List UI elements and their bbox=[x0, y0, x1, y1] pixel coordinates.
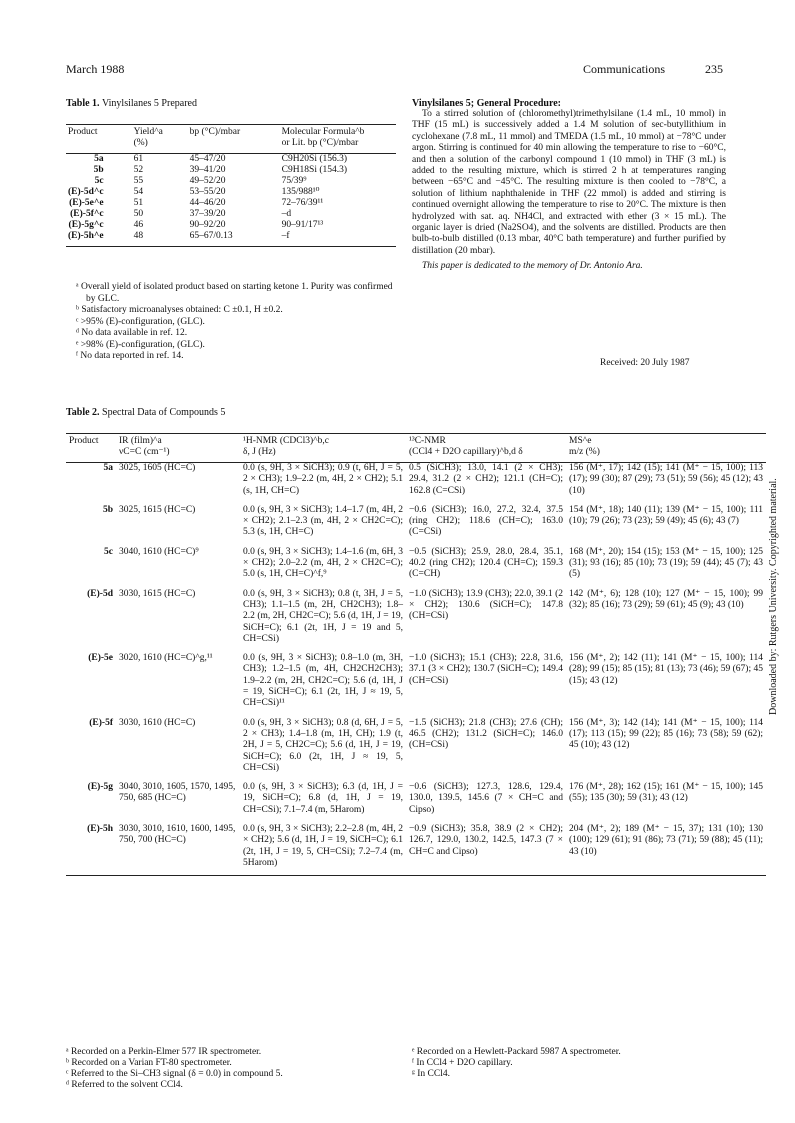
table-cell: 176 (M⁺, 28); 162 (15); 161 (M⁺ − 15, 100); 145 (55); 135 (30); 59 (31); 43 (12) bbox=[569, 782, 763, 804]
table-cell: 72–76/39¹¹ bbox=[281, 198, 324, 208]
footnote: ᶠ No data reported in ref. 14. bbox=[76, 351, 184, 361]
table-cell: 54 bbox=[133, 187, 144, 197]
table-cell: 3030, 3010, 1610, 1600, 1495, 750, 700 (HC=C) bbox=[116, 824, 240, 876]
table-cell: 135/988¹⁰ bbox=[281, 187, 320, 197]
table1 bbox=[66, 124, 396, 247]
footnote: ᵇ Satisfactory microanalyses obtained: C ±0.1, H ±0.2. bbox=[76, 305, 283, 315]
table-row bbox=[66, 589, 766, 653]
table-cell: 0.0 (s, 9H, 3 × SiCH3); 1.4–1.7 (m, 4H, 2 × CH2); 2.1–2.3 (m, 4H, 2 × CH2C=C); 5.3 (s, 1H, CH=C) bbox=[243, 504, 403, 538]
table-cell: −0.6 (SiCH3); 127.3, 128.6, 129.4, 130.0, 139.5, 145.6 (7 × CH=C and Cipso) bbox=[409, 782, 563, 815]
table-cell: 5c bbox=[104, 546, 113, 557]
table-cell: 55 bbox=[133, 176, 144, 186]
table-cell: 3040, 3010, 1605, 1570, 1495, 750, 685 (HC=C) bbox=[119, 782, 236, 804]
table-cell: 37–39/20 bbox=[189, 209, 226, 219]
footnote: ᵉ Recorded on a Hewlett-Packard 5987 A spectrometer. bbox=[412, 1047, 621, 1057]
table-cell: (E)-5h bbox=[66, 824, 116, 876]
table-cell: 204 (M⁺, 2); 189 (M⁺ − 15, 37); 131 (10); 130 (100); 129 (61); 91 (86); 73 (71); 59 (88); 45 (11); 43 (10) bbox=[566, 824, 766, 876]
table-cell: 3030, 1610 (HC=C) bbox=[119, 717, 196, 728]
footnote: ᶜ Referred to the Si–CH3 signal (δ = 0.0) in compound 5. bbox=[66, 1069, 283, 1079]
table-cell: −1.5 (SiCH3); 21.8 (CH3); 27.6 (CH); 46.5 (CH2); 131.2 (SiCH=C); 146.0 (CH=CSi) bbox=[409, 717, 563, 751]
table2-header-cell: Product bbox=[69, 436, 99, 446]
table-cell: 48 bbox=[132, 231, 188, 247]
footnote: ᵉ >98% (E)-configuration, (GLC). bbox=[76, 339, 205, 350]
table-cell: 50 bbox=[133, 209, 144, 219]
procedure-heading: Vinylsilanes 5; General Procedure: bbox=[412, 98, 561, 109]
table-cell: 3020, 1610 (HC=C)^g,¹¹ bbox=[119, 653, 213, 664]
running-header-section: Communications bbox=[583, 62, 665, 76]
table-cell: 5a bbox=[103, 463, 113, 473]
table-cell: 75/39⁹ bbox=[281, 176, 307, 186]
table-cell: −1.0 (SiCH3); 15.1 (CH3); 22.8, 31.6, 37.1 (3 × CH2); 130.7 (SiCH=C); 149.4 (CH=CSi) bbox=[409, 653, 563, 686]
table-cell: 3030, 1615 (HC=C) bbox=[119, 588, 196, 599]
dedication: This paper is dedicated to the memory of Dr. Antonio Ara. bbox=[422, 261, 643, 272]
table-row bbox=[66, 782, 766, 824]
table-cell: −1.0 (SiCH3); 13.9 (CH3); 22.0, 39.1 (2 × CH2); 130.6 (SiCH=C); 147.8 (CH=CSi) bbox=[409, 588, 563, 622]
table-cell: 44–46/20 bbox=[189, 198, 226, 208]
table-cell: 49–52/20 bbox=[189, 176, 226, 186]
table-cell: 51 bbox=[133, 198, 144, 208]
table-cell: 52 bbox=[133, 165, 144, 175]
table-cell: 0.0 (s, 9H, 3 × SiCH3); 1.4–1.6 (m, 6H, 3 × CH2); 2.0–2.2 (m, 4H, 2 × CH2C=C); 5.0 (s, 1H, CH=C)^f,⁹ bbox=[243, 546, 403, 580]
table-cell: 0.0 (s, 9H, 3 × SiCH3); 0.8 (t, 3H, J = 5, CH3); 1.1–1.5 (m, 2H, CH2CH3); 1.8–2.2 (m, 2H, CH2C=C); 5.6 (d, 1H, J = 19, SiCH=C); 6.1 (2t, 1H, J = 19 and 5, CH=CSi) bbox=[243, 588, 403, 644]
table-cell: 3025, 1605 (HC=C) bbox=[119, 463, 196, 473]
table-cell: 5a bbox=[94, 154, 104, 164]
table-row bbox=[66, 198, 396, 209]
footnote: ᵈ No data available in ref. 12. bbox=[76, 328, 188, 338]
table-cell: (E)-5h^e bbox=[66, 231, 132, 247]
running-header-date: March 1988 bbox=[66, 62, 125, 76]
table-row bbox=[66, 154, 396, 166]
table-cell: (E)-5e bbox=[88, 653, 113, 664]
table2-caption-text: Spectral Data of Compounds 5 bbox=[102, 407, 226, 418]
table2-header-cell: ¹³C-NMR (CCl4 + D2O capillary)^b,d δ bbox=[409, 436, 523, 457]
footnote: ᵃ Recorded on a Perkin-Elmer 577 IR spectrometer. bbox=[66, 1047, 262, 1057]
table1-header-row bbox=[66, 125, 396, 154]
table-cell: 0.0 (s, 9H, 3 × SiCH3); 0.8 (d, 6H, J = 5, 2 × CH3); 1.4–1.8 (m, 1H, CH); 1.9 (t, 2H, J = 5, CH2C=C); 5.6 (d, 1H, J = 19, SiCH=C); 6.0 (2t, 1H, J ≈ 19, 5, CH=CSi) bbox=[243, 717, 403, 773]
table-cell: C9H20Si (156.3) bbox=[281, 154, 348, 164]
table-cell: −0.9 (SiCH3); 35.8, 38.9 (2 × CH2); 126.7, 129.0, 130.2, 142.5, 147.3 (7 × CH=C and Cipso) bbox=[406, 824, 566, 876]
table-cell: 5b bbox=[102, 504, 113, 515]
table2-footnotes-right bbox=[412, 1047, 732, 1080]
footnote: ᵃ Overall yield of isolated product based on starting ketone 1. Purity was confirmed by GLC. bbox=[76, 282, 393, 304]
table2-header-row bbox=[66, 434, 766, 463]
table2-caption bbox=[66, 407, 225, 418]
table-cell: −0.6 (SiCH3); 16.0, 27.2, 32.4, 37.5 (ring CH2); 118.6 (CH=C); 163.0 (C=CSi) bbox=[409, 504, 563, 538]
table-cell: 61 bbox=[133, 154, 144, 164]
table1-caption-text: Vinylsilanes 5 Prepared bbox=[102, 98, 197, 109]
table-row bbox=[66, 653, 766, 717]
table-row bbox=[66, 463, 766, 505]
table-cell: −0.5 (SiCH3); 25.9, 28.0, 28.4, 35.1, 40.2 (ring CH2); 120.4 (CH=C); 159.3 (C=CH) bbox=[409, 546, 563, 580]
table-cell: 0.0 (s, 9H, 3 × SiCH3); 6.3 (d, 1H, J = 19, SiCH=C); 6.8 (d, 1H, J = 19, CH=CSi); 7.1–7.4 (m, 5Harom) bbox=[243, 782, 403, 815]
table-cell: 156 (M⁺, 2); 142 (11); 141 (M⁺ − 15, 100); 114 (28); 99 (15); 85 (15); 81 (13); 73 (46); 59 (67); 45 (15); 43 (12) bbox=[569, 653, 763, 686]
table2-footnotes-left bbox=[66, 1047, 386, 1091]
footnote: ᵍ In CCl4. bbox=[412, 1069, 450, 1079]
table1-header-cell: Product bbox=[68, 127, 98, 137]
table-cell: 156 (M⁺, 3); 142 (14); 141 (M⁺ − 15, 100); 114 (17); 113 (15); 99 (22); 85 (16); 73 (58); 59 (62); 45 (10); 43 (12) bbox=[569, 717, 763, 751]
table-row bbox=[66, 176, 396, 187]
table-cell: (E)-5e^e bbox=[69, 198, 104, 208]
table-cell: 90–92/20 bbox=[189, 220, 226, 230]
table-cell: 0.0 (s, 9H, 3 × SiCH3); 2.2–2.8 (m, 4H, 2 × CH2); 5.6 (d, 1H, J = 19, SiCH=C); 6.1 (2t, 1H, J = 19, 5, CH=CSi); 7.2–7.4 (m, 5Harom) bbox=[240, 824, 406, 876]
table-cell: –d bbox=[281, 209, 292, 219]
table-row bbox=[66, 231, 396, 247]
table-cell: C9H18Si (154.3) bbox=[281, 165, 348, 175]
table-cell: 5b bbox=[93, 165, 104, 175]
table-cell: (E)-5d bbox=[87, 588, 113, 599]
table1-footnotes bbox=[76, 282, 396, 363]
procedure-body: To a stirred solution of (chloromethyl)trimethylsilane (1.4 mL, 10 mmol) in THF (15 mL) is successively added a 1.4 M solution of sec-butyllithium in cyclohexane (7.8 mL, 11 mmol) and TMEDA (1.5 mL, 10 mmol) at −78°C under argon. Stirring is continued for 40 min allowing the temperature to rise to −60°C, and then a solution of the carbonyl compound 1 (10 mmol) in THF (3 mL) is added to the resulting mixture, which is stirred 2 h at temperatures ranging between −65°C and −45°C. The resulting mixture is then cooled to −78°C, a solution of lithium naphthalenide in THF (22 mmol) is added and stirring is continued overnight allowing the temperature to rise to 20°C. The mixture is then hydrolyzed with sat. aq. NH4Cl, and extracted with ether (3 × 15 mL). The organic layer is dried (Na2SO4), and the solvents are distilled. Products are then bulb-to-bulb distilled (0.13 mbar, 40°C bath temperature) and further purified by distillation (20 mbar). bbox=[412, 109, 726, 256]
footnote: ᵈ Referred to the solvent CCl4. bbox=[66, 1080, 183, 1090]
table1-caption bbox=[66, 98, 197, 109]
footnote: ᵇ Recorded on a Varian FT-80 spectrometer. bbox=[66, 1058, 232, 1068]
table-row bbox=[66, 187, 396, 198]
page-number: 235 bbox=[705, 62, 723, 76]
table-cell: 0.0 (s, 9H, 3 × SiCH3); 0.8–1.0 (m, 3H, CH3); 1.2–1.5 (m, 4H, CH2CH2CH3); 1.9–2.2 (m, 2H, CH2C=C); 5.6 (d, 1H, J = 19, SiCH=C); 6.1 (2t, 1H, J ≈ 19, 5, CH=CSi)¹¹ bbox=[243, 653, 403, 709]
table-row bbox=[66, 547, 766, 589]
table-cell: (E)-5f^c bbox=[70, 209, 104, 219]
table-row bbox=[66, 824, 766, 876]
download-watermark: Downloaded by: Rutgers University. Copyrighted material. bbox=[768, 478, 779, 715]
table-cell: 142 (M⁺, 6); 128 (10); 127 (M⁺ − 15, 100); 99 (32); 85 (16); 73 (29); 59 (61); 45 (9); 43 (10) bbox=[569, 588, 763, 610]
table-cell: 53–55/20 bbox=[189, 187, 226, 197]
table2 bbox=[66, 433, 766, 876]
procedure-section bbox=[412, 98, 726, 273]
table1-header-cell: Yield^a (%) bbox=[133, 127, 163, 148]
table-cell: 3025, 1615 (HC=C) bbox=[119, 504, 196, 515]
table-cell: 39–41/20 bbox=[189, 165, 226, 175]
table-cell: –f bbox=[280, 231, 396, 247]
table-cell: 65–67/0.13 bbox=[188, 231, 280, 247]
table-cell: 154 (M⁺, 18); 140 (11); 139 (M⁺ − 15, 100); 111 (10); 79 (26); 73 (23); 59 (49); 45 (6); 43 (7) bbox=[569, 504, 763, 527]
table-cell: 46 bbox=[133, 220, 144, 230]
table2-header-cell: IR (film)^a νC=C (cm⁻¹) bbox=[119, 436, 170, 457]
table-cell: 0.0 (s, 9H, 3 × SiCH3); 0.9 (t, 6H, J = 5, 2 × CH3); 1.9–2.2 (m, 4H, 2 × CH2); 5.1 (s, 1H, CH=C) bbox=[243, 463, 403, 496]
table-cell: (E)-5g bbox=[87, 782, 113, 793]
table-row bbox=[66, 165, 396, 176]
table-row bbox=[66, 718, 766, 782]
table-row bbox=[66, 220, 396, 231]
table1-caption-label: Table 1. bbox=[66, 98, 100, 109]
table-cell: 90–91/17¹³ bbox=[281, 220, 324, 230]
table-cell: (E)-5g^c bbox=[68, 220, 104, 230]
table-cell: (E)-5f bbox=[89, 717, 113, 728]
footnote: ᶠ In CCl4 + D2O capillary. bbox=[412, 1058, 513, 1068]
table2-header-cell: ¹H-NMR (CDCl3)^b,c δ, J (Hz) bbox=[243, 436, 329, 457]
table-cell: 168 (M⁺, 20); 154 (15); 153 (M⁺ − 15, 100); 125 (31); 93 (16); 85 (10); 73 (19); 59 (44); 45 (7); 43 (5) bbox=[569, 546, 763, 580]
table-row bbox=[66, 505, 766, 547]
table-cell: 156 (M⁺, 17); 142 (15); 141 (M⁺ − 15, 100); 113 (17); 99 (30); 87 (29); 73 (51); 59 (56); 45 (12); 43 (10) bbox=[569, 463, 763, 496]
table1-header-cell: Molecular Formula^b or Lit. bp (°C)/mbar bbox=[281, 127, 365, 148]
table-cell: 3040, 1610 (HC=C)⁹ bbox=[119, 546, 199, 557]
table-cell: 45–47/20 bbox=[189, 154, 226, 164]
table1-header-cell: bp (°C)/mbar bbox=[189, 127, 241, 137]
table2-caption-label: Table 2. bbox=[66, 407, 100, 418]
table-cell: 5c bbox=[94, 176, 104, 186]
table2-header-cell: MS^e m/z (%) bbox=[569, 436, 600, 457]
table-cell: (E)-5d^c bbox=[68, 187, 104, 197]
table-row bbox=[66, 209, 396, 220]
footnote: ᶜ >95% (E)-configuration, (GLC). bbox=[76, 316, 205, 327]
table-cell: 0.5 (SiCH3); 13.0, 14.1 (2 × CH3); 29.4, 31.2 (2 × CH2); 121.1 (CH=C); 162.8 (C=CSi) bbox=[409, 463, 563, 496]
received-date: Received: 20 July 1987 bbox=[600, 358, 690, 368]
